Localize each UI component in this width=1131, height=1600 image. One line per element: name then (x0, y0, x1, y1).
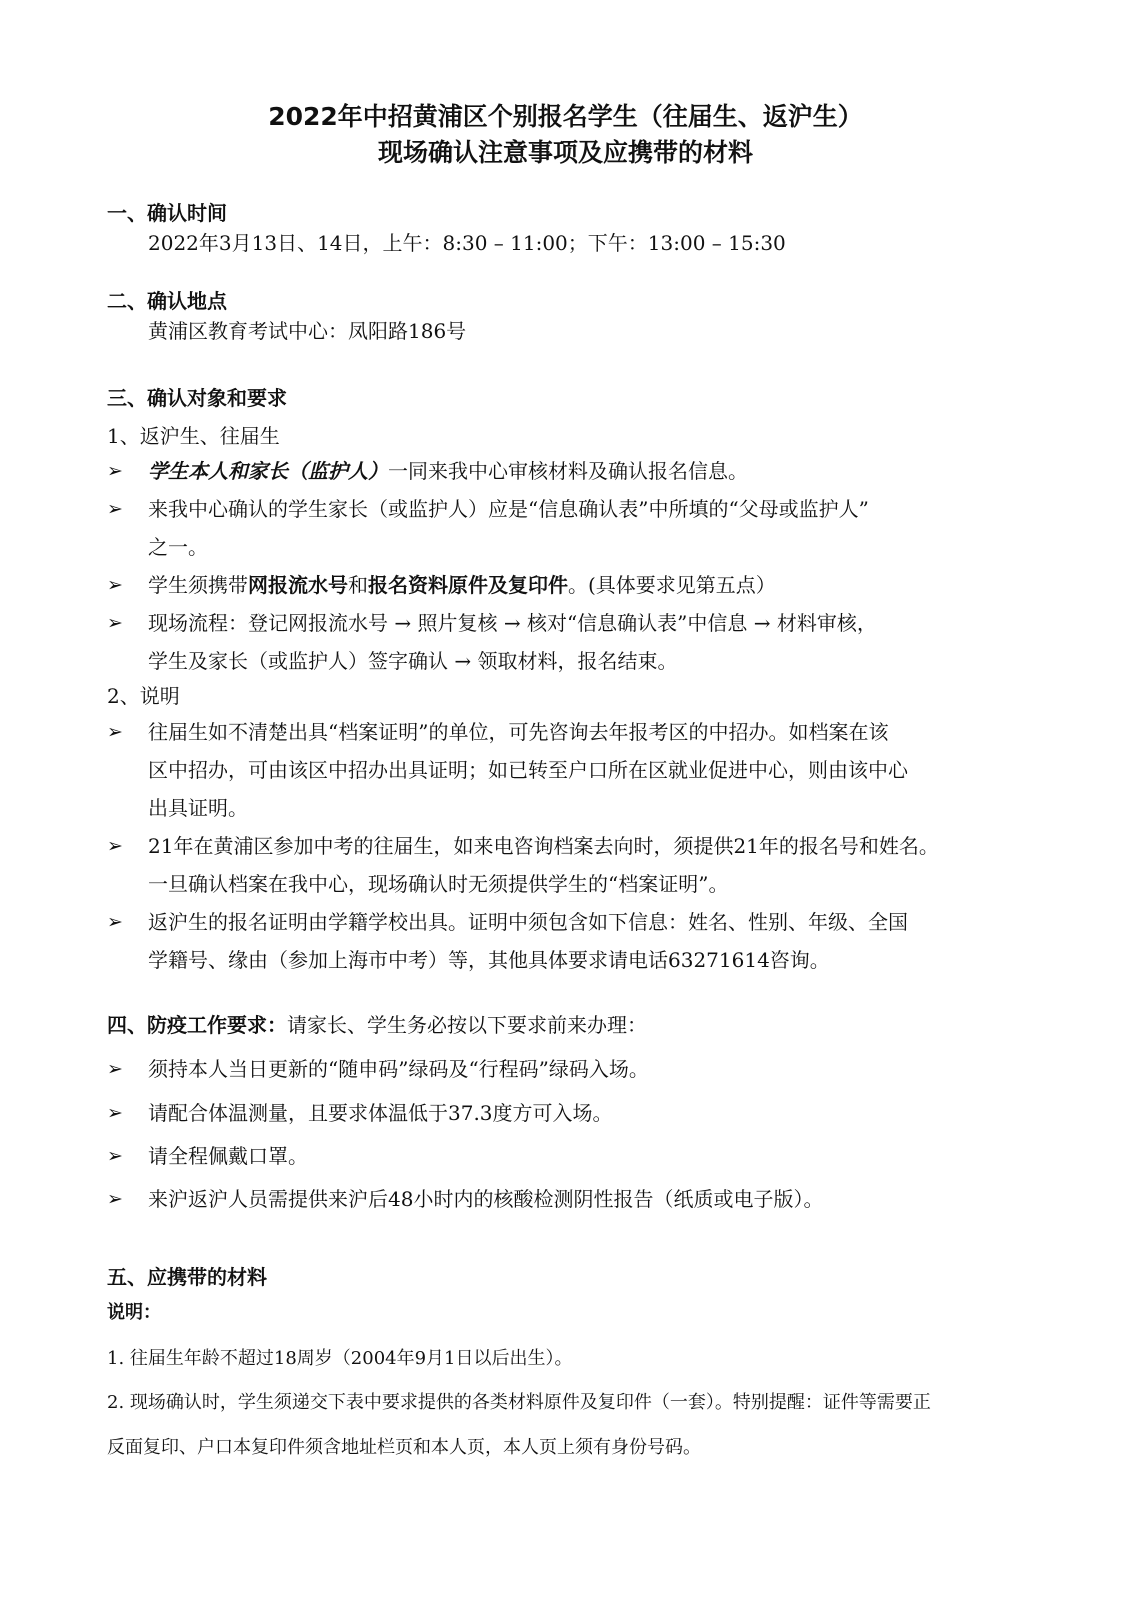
bullet-text-line: 一旦确认档案在我中心，现场确认时无须提供学生的“档案证明”。 (148, 872, 729, 896)
emphasis-student-and-parent: 学生本人和家长（监护人） (148, 459, 388, 483)
bullet-arrow-icon: ➢ (107, 612, 123, 634)
bullet-arrow-icon: ➢ (107, 721, 123, 743)
section4-heading-text: 请家长、学生务必按以下要求前来办理： (287, 1013, 647, 1037)
bullet-arrow-icon: ➢ (107, 498, 123, 520)
bullet-text: 学生须携带 (148, 573, 248, 597)
bullet-text-line: 之一。 (148, 535, 208, 559)
bullet-text-line: 往届生如不清楚出具“档案证明”的单位，可先咨询去年报考区的中招办。如档案在该 (148, 720, 889, 744)
bullet-arrow-icon: ➢ (107, 911, 123, 933)
bullet-text: 请全程佩戴口罩。 (148, 1144, 308, 1168)
page-title-line2: 现场确认注意事项及应携带的材料 (377, 138, 753, 167)
bullet-arrow-icon: ➢ (107, 1058, 123, 1080)
bullet-text-line: 现场流程：登记网报流水号 → 照片复核 → 核对“信息确认表”中信息 → 材料审核， (148, 611, 877, 635)
bullet-text: 须持本人当日更新的“随申码”绿码及“行程码”绿码入场。 (148, 1057, 649, 1081)
bullet-text: 一同来我中心审核材料及确认报名信息。 (388, 459, 748, 483)
section5-heading: 五、应携带的材料 (107, 1265, 267, 1289)
section3-heading: 三、确认对象和要求 (107, 386, 287, 410)
notes-label: 说明： (107, 1302, 161, 1323)
bullet-arrow-icon: ➢ (107, 835, 123, 857)
bullet-text-line: 返沪生的报名证明由学籍学校出具。证明中须包含如下信息：姓名、性别、年级、全国 (148, 910, 908, 934)
section2-heading: 二、确认地点 (107, 289, 227, 313)
bullet-text: 和 (348, 573, 368, 597)
bullet-text-line: 区中招办，可由该区中招办出具证明；如已转至户口所在区就业促进中心，则由该中心 (148, 758, 908, 782)
bullet-text-line: 学籍号、缘由（参加上海市中考）等，其他具体要求请电话63271614咨询。 (148, 948, 830, 972)
bullet-text-line: 学生及家长（或监护人）签字确认 → 领取材料，报名结束。 (148, 649, 678, 673)
section4-heading (107, 1010, 647, 1040)
emphasis-materials: 报名资料原件及复印件 (368, 573, 568, 597)
emphasis-serial-number: 网报流水号 (248, 573, 348, 597)
note-item-1: 1. 往届生年龄不超过18周岁（2004年9月1日以后出生）。 (107, 1348, 573, 1369)
bullet-text: 。(具体要求见第五点） (568, 573, 776, 597)
bullet-arrow-icon: ➢ (107, 574, 123, 596)
note-item-2-line2: 反面复印、户口本复印件须含地址栏页和本人页，本人页上须有身份号码。 (107, 1437, 701, 1458)
bullet-text-line: 出具证明。 (148, 796, 248, 820)
bullet-text: 来沪返沪人员需提供来沪后48小时内的核酸检测阴性报告（纸质或电子版）。 (148, 1187, 824, 1211)
confirm-location-text: 黄浦区教育考试中心：凤阳路186号 (148, 319, 467, 343)
bullet-arrow-icon: ➢ (107, 1102, 123, 1124)
subheading-returning-students: 1、返沪生、往届生 (107, 424, 280, 448)
section4-heading-bold: 四、防疫工作要求： (107, 1013, 287, 1037)
bullet-text: 请配合体温测量，且要求体温低于37.3度方可入场。 (148, 1101, 613, 1125)
bullet-text-line: 21年在黄浦区参加中考的往届生，如来电咨询档案去向时，须提供21年的报名号和姓名。 (148, 834, 939, 858)
bullet-text-line: 来我中心确认的学生家长（或监护人）应是“信息确认表”中所填的“父母或监护人” (148, 497, 869, 521)
section1-heading: 一、确认时间 (107, 201, 227, 225)
note-item-2-line1: 2. 现场确认时，学生须递交下表中要求提供的各类材料原件及复印件（一套）。特别提醒：证件等需要正 (107, 1392, 931, 1413)
confirm-time-text: 2022年3月13日、14日，上午：8:30 – 11:00；下午：13:00 – 15:30 (148, 231, 786, 255)
bullet-arrow-icon: ➢ (107, 460, 123, 482)
subheading-notes: 2、说明 (107, 684, 180, 708)
page-title-line1: 2022年中招黄浦区个别报名学生（往届生、返沪生） (268, 102, 863, 131)
bullet-arrow-icon: ➢ (107, 1145, 123, 1167)
bullet-arrow-icon: ➢ (107, 1188, 123, 1210)
